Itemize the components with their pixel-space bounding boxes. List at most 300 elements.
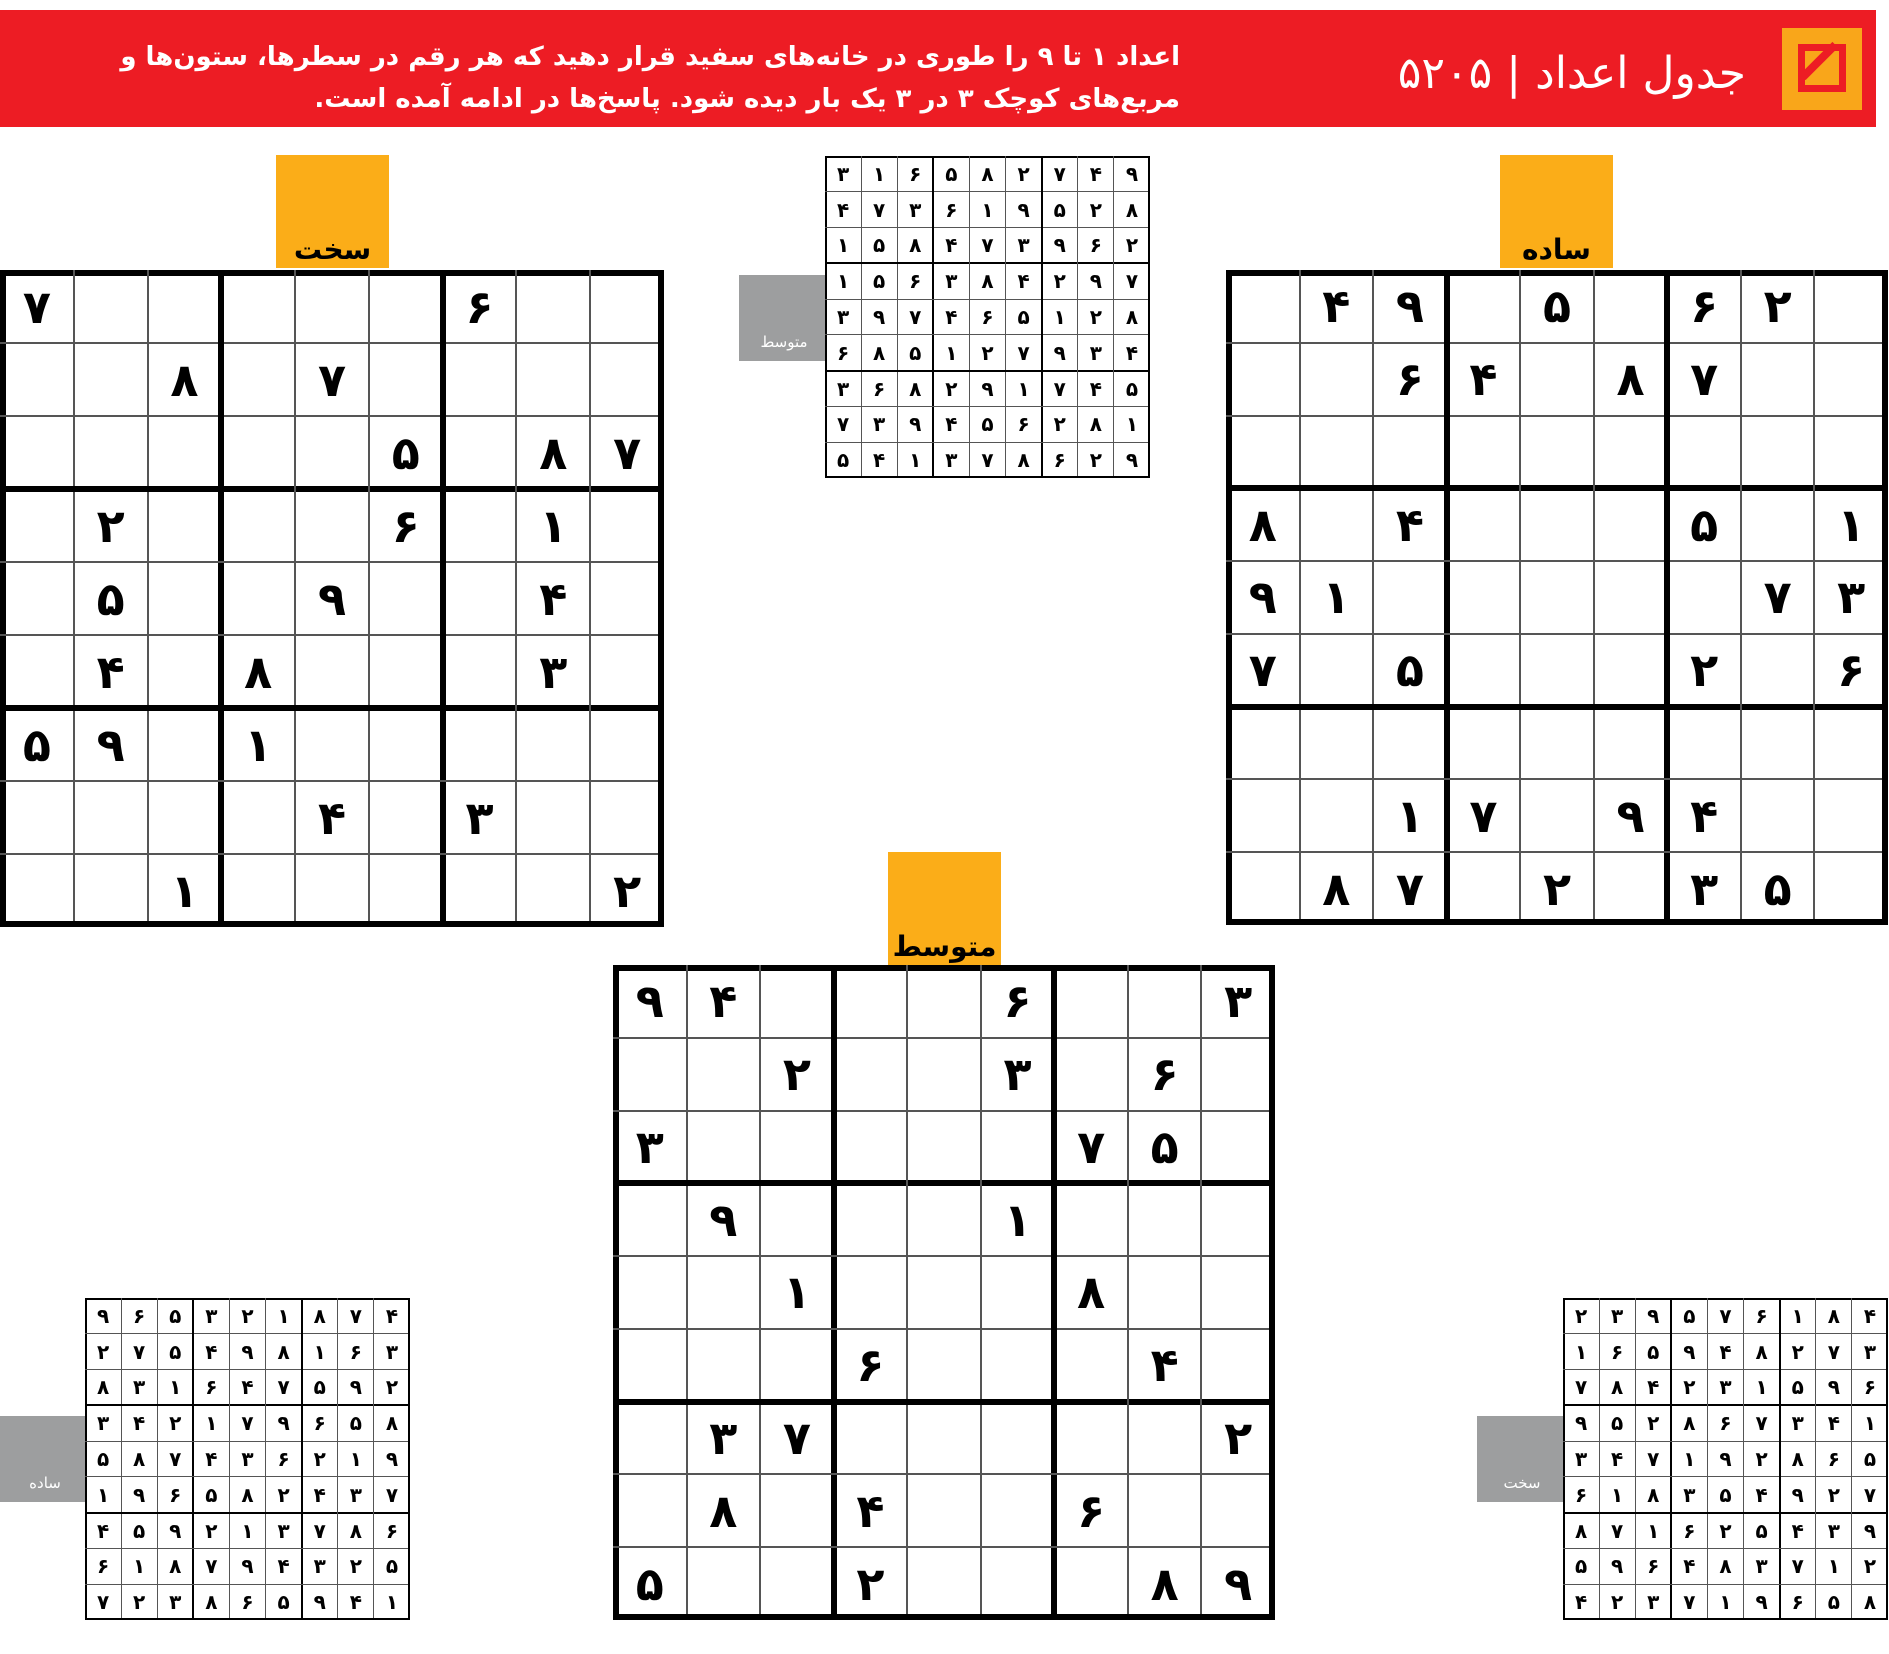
puzzle-cell[interactable]: ۷ [317, 352, 347, 407]
puzzle-cell[interactable] [613, 1329, 687, 1402]
puzzle-cell[interactable]: ۲ [96, 498, 125, 553]
puzzle-cell[interactable] [1054, 1402, 1128, 1475]
puzzle-cell[interactable] [295, 270, 369, 343]
answer-cell: ۹ [385, 1446, 399, 1471]
puzzle-cell[interactable] [590, 562, 664, 635]
puzzle-cell[interactable] [443, 489, 517, 562]
puzzle-cell[interactable]: ۵ [1690, 497, 1719, 552]
answer-cell: ۱ [1719, 1590, 1732, 1615]
puzzle-cell[interactable] [0, 416, 74, 489]
puzzle-cell[interactable] [1226, 343, 1300, 416]
puzzle-cell[interactable] [1667, 707, 1741, 780]
puzzle-cell[interactable]: ۵ [22, 717, 51, 772]
puzzle-cell[interactable] [369, 781, 443, 854]
puzzle-cell[interactable]: ۱ [1003, 1192, 1032, 1247]
puzzle-cell[interactable] [369, 635, 443, 708]
puzzle-cell[interactable] [516, 708, 590, 781]
puzzle-cell[interactable] [148, 489, 222, 562]
puzzle-cell[interactable]: ۸ [1077, 1265, 1106, 1320]
puzzle-cell[interactable] [74, 343, 148, 416]
answer-cell: ۶ [1611, 1339, 1624, 1364]
puzzle-cell[interactable] [760, 965, 834, 1038]
puzzle-cell[interactable]: ۵ [1150, 1119, 1179, 1174]
puzzle-cell[interactable]: ۲ [613, 863, 642, 918]
puzzle-cell[interactable]: ۶ [1003, 974, 1032, 1029]
puzzle-cell[interactable] [1594, 270, 1668, 343]
puzzle-cell[interactable] [1814, 852, 1888, 925]
puzzle-cell[interactable]: ۹ [709, 1192, 738, 1247]
puzzle-cell[interactable] [74, 416, 148, 489]
answer-cell: ۷ [349, 1303, 362, 1328]
puzzle-cell[interactable] [907, 965, 981, 1038]
puzzle-cell[interactable] [1520, 488, 1594, 561]
puzzle-cell[interactable] [981, 1474, 1055, 1547]
cell-divider-horizontal [85, 1476, 410, 1477]
puzzle-cell[interactable] [443, 416, 517, 489]
puzzle-cell[interactable] [613, 1402, 687, 1475]
puzzle-cell[interactable] [1667, 416, 1741, 489]
answer-cell: ۸ [1683, 1411, 1696, 1436]
puzzle-cell[interactable]: ۱ [1837, 497, 1866, 552]
answer-cell: ۱ [1683, 1446, 1696, 1471]
puzzle-cell[interactable] [907, 1329, 981, 1402]
puzzle-cell[interactable] [221, 489, 295, 562]
puzzle-cell[interactable]: ۱ [170, 863, 199, 918]
puzzle-cell[interactable] [148, 562, 222, 635]
puzzle-cell[interactable] [834, 1402, 908, 1475]
puzzle-cell[interactable] [369, 562, 443, 635]
puzzle-cell[interactable]: ۷ [1469, 788, 1498, 843]
puzzle-cell[interactable] [1054, 1547, 1128, 1620]
answer-cell: ۲ [1089, 448, 1102, 473]
answer-cell: ۸ [981, 269, 994, 294]
puzzle-cell[interactable] [443, 343, 517, 416]
answer-cell: ۷ [169, 1446, 182, 1471]
puzzle-cell[interactable] [1300, 343, 1374, 416]
answer-cell: ۶ [1791, 1590, 1804, 1615]
puzzle-cell[interactable] [74, 854, 148, 927]
puzzle-cell[interactable] [221, 781, 295, 854]
puzzle-cell[interactable] [981, 1547, 1055, 1620]
puzzle-cell[interactable] [148, 708, 222, 781]
puzzle-cell[interactable] [1300, 634, 1374, 707]
puzzle-cell[interactable] [443, 635, 517, 708]
puzzle-cell[interactable] [369, 343, 443, 416]
puzzle-cell[interactable] [760, 1547, 834, 1620]
puzzle-cell[interactable]: ۵ [635, 1556, 664, 1611]
puzzle-cell[interactable] [1201, 1111, 1275, 1184]
puzzle-cell[interactable]: ۴ [1150, 1338, 1179, 1393]
puzzle-cell[interactable] [0, 489, 74, 562]
box-divider-vertical [1148, 156, 1150, 478]
puzzle-cell[interactable]: ۷ [1395, 861, 1424, 916]
puzzle-cell[interactable] [369, 270, 443, 343]
puzzle-cell[interactable] [1201, 1183, 1275, 1256]
puzzle-cell[interactable] [516, 343, 590, 416]
puzzle-cell[interactable]: ۱ [1395, 788, 1424, 843]
puzzle-cell[interactable] [221, 854, 295, 927]
puzzle-cell[interactable] [1300, 416, 1374, 489]
puzzle-cell[interactable]: ۵ [1395, 643, 1424, 698]
puzzle-cell[interactable]: ۳ [539, 644, 568, 699]
puzzle-cell[interactable] [907, 1111, 981, 1184]
answer-cell: ۷ [1053, 376, 1066, 401]
answer-cell: ۲ [1647, 1411, 1660, 1436]
puzzle-cell[interactable]: ۱ [244, 717, 273, 772]
puzzle-cell[interactable] [1226, 707, 1300, 780]
puzzle-cell[interactable] [0, 562, 74, 635]
puzzle-cell[interactable] [1201, 1474, 1275, 1547]
puzzle-cell[interactable] [1300, 707, 1374, 780]
puzzle-cell[interactable] [981, 1329, 1055, 1402]
puzzle-cell[interactable]: ۴ [856, 1483, 885, 1538]
puzzle-cell[interactable] [590, 635, 664, 708]
puzzle-cell[interactable] [1054, 1183, 1128, 1256]
puzzle-cell[interactable] [1814, 707, 1888, 780]
answer-cell: ۶ [169, 1482, 182, 1507]
puzzle-cell[interactable]: ۸ [170, 352, 199, 407]
puzzle-cell[interactable] [1447, 634, 1521, 707]
puzzle-cell[interactable] [1594, 561, 1668, 634]
cell-divider-horizontal [0, 415, 664, 417]
puzzle-cell[interactable] [443, 562, 517, 635]
puzzle-cell[interactable] [0, 854, 74, 927]
puzzle-cell[interactable] [1520, 779, 1594, 852]
puzzle-cell[interactable]: ۱ [782, 1265, 811, 1320]
box-divider-horizontal [1226, 485, 1888, 491]
puzzle-cell[interactable] [1741, 707, 1815, 780]
answer-cell: ۲ [133, 1590, 146, 1615]
puzzle-cell[interactable]: ۲ [1690, 643, 1719, 698]
puzzle-cell[interactable] [74, 781, 148, 854]
puzzle-cell[interactable] [1128, 1402, 1202, 1475]
puzzle-cell[interactable] [687, 1256, 761, 1329]
puzzle-cell[interactable] [74, 270, 148, 343]
box-divider-horizontal [85, 1512, 410, 1514]
puzzle-cell[interactable] [834, 1256, 908, 1329]
puzzle-cell[interactable]: ۹ [96, 717, 125, 772]
puzzle-cell[interactable] [443, 708, 517, 781]
puzzle-cell[interactable]: ۸ [709, 1483, 738, 1538]
puzzle-cell[interactable] [295, 708, 369, 781]
puzzle-cell[interactable] [834, 965, 908, 1038]
answer-cell: ۲ [1125, 233, 1139, 258]
answer-cell: ۵ [349, 1411, 362, 1436]
box-divider-horizontal [1563, 1404, 1888, 1406]
puzzle-cell[interactable] [907, 1402, 981, 1475]
answer-cell: ۶ [945, 197, 958, 222]
puzzle-cell[interactable] [1373, 561, 1447, 634]
puzzle-cell[interactable]: ۷ [1077, 1119, 1106, 1174]
puzzle-cell[interactable] [1741, 416, 1815, 489]
puzzle-cell[interactable]: ۶ [391, 498, 420, 553]
puzzle-cell[interactable] [221, 270, 295, 343]
cell-divider-horizontal [0, 780, 664, 782]
puzzle-cell[interactable] [1520, 343, 1594, 416]
puzzle-cell[interactable] [1201, 1038, 1275, 1111]
puzzle-cell[interactable] [760, 1329, 834, 1402]
puzzle-cell[interactable] [1128, 1183, 1202, 1256]
puzzle-cell[interactable] [760, 1111, 834, 1184]
puzzle-cell[interactable]: ۸ [1248, 497, 1277, 552]
puzzle-cell[interactable]: ۸ [244, 644, 273, 699]
puzzle-cell[interactable] [687, 1038, 761, 1111]
puzzle-cell[interactable] [1520, 634, 1594, 707]
puzzle-cell[interactable] [590, 489, 664, 562]
puzzle-cell[interactable]: ۳ [709, 1411, 738, 1466]
puzzle-cell[interactable]: ۹ [1616, 788, 1645, 843]
puzzle-cell[interactable] [148, 635, 222, 708]
puzzle-cell[interactable]: ۳ [465, 790, 494, 845]
cell-divider-vertical [980, 965, 982, 1620]
puzzle-cell[interactable] [1594, 416, 1668, 489]
puzzle-cell[interactable] [1741, 779, 1815, 852]
puzzle-cell[interactable] [221, 416, 295, 489]
puzzle-cell[interactable] [221, 562, 295, 635]
puzzle-cell[interactable]: ۳ [1224, 974, 1253, 1029]
puzzle-cell[interactable] [516, 854, 590, 927]
answer-cell: ۲ [1683, 1375, 1696, 1400]
answer-cell: ۹ [1647, 1303, 1660, 1328]
cell-divider-horizontal [613, 1473, 1275, 1475]
puzzle-cell[interactable]: ۲ [856, 1556, 885, 1611]
puzzle-cell[interactable]: ۶ [1150, 1047, 1179, 1102]
puzzle-cell[interactable] [1201, 1329, 1275, 1402]
puzzle-cell[interactable] [1128, 1256, 1202, 1329]
puzzle-cell[interactable] [1447, 488, 1521, 561]
puzzle-cell[interactable] [1447, 561, 1521, 634]
puzzle-cell[interactable] [1226, 416, 1300, 489]
answer-hard-tag [1477, 1416, 1567, 1502]
puzzle-cell[interactable]: ۸ [1150, 1556, 1179, 1611]
puzzle-cell[interactable] [613, 1474, 687, 1547]
puzzle-cell[interactable] [1741, 488, 1815, 561]
puzzle-cell[interactable] [1054, 1329, 1128, 1402]
puzzle-cell[interactable] [1741, 634, 1815, 707]
puzzle-cell[interactable]: ۳ [635, 1119, 664, 1174]
puzzle-cell[interactable]: ۴ [317, 790, 347, 845]
puzzle-cell[interactable] [1300, 779, 1374, 852]
answer-cell: ۸ [981, 161, 994, 186]
puzzle-cell[interactable] [0, 343, 74, 416]
puzzle-cell[interactable] [590, 270, 664, 343]
puzzle-cell[interactable] [613, 1038, 687, 1111]
puzzle-cell[interactable]: ۸ [1616, 352, 1645, 407]
puzzle-cell[interactable]: ۹ [1395, 279, 1424, 334]
puzzle-cell[interactable]: ۲ [782, 1047, 811, 1102]
answer-cell: ۶ [1827, 1446, 1840, 1471]
puzzle-cell[interactable]: ۱ [539, 498, 568, 553]
puzzle-cell[interactable]: ۴ [1469, 352, 1498, 407]
box-divider-horizontal [613, 1399, 1275, 1405]
puzzle-cell[interactable] [907, 1256, 981, 1329]
puzzle-cell[interactable] [687, 1329, 761, 1402]
puzzle-cell[interactable]: ۳ [1690, 861, 1719, 916]
puzzle-cell[interactable]: ۶ [1837, 643, 1866, 698]
puzzle-cell[interactable]: ۷ [1690, 352, 1719, 407]
cell-divider-vertical [1707, 1298, 1708, 1620]
answer-cell: ۶ [1647, 1554, 1660, 1579]
puzzle-cell[interactable]: ۴ [1690, 788, 1719, 843]
cell-divider-horizontal [1226, 560, 1888, 562]
puzzle-cell[interactable] [443, 854, 517, 927]
puzzle-cell[interactable] [981, 1111, 1055, 1184]
puzzle-cell[interactable] [1373, 416, 1447, 489]
puzzle-cell[interactable] [295, 489, 369, 562]
puzzle-cell[interactable] [687, 1111, 761, 1184]
answer-cell: ۴ [1017, 269, 1030, 294]
puzzle-cell[interactable] [1594, 707, 1668, 780]
puzzle-cell[interactable] [1201, 1256, 1275, 1329]
puzzle-cell[interactable]: ۴ [1395, 497, 1424, 552]
puzzle-cell[interactable]: ۴ [1322, 279, 1351, 334]
answer-cell: ۸ [1017, 448, 1030, 473]
puzzle-cell[interactable]: ۶ [1690, 279, 1719, 334]
answer-cell: ۵ [1611, 1411, 1624, 1436]
puzzle-cell[interactable] [590, 708, 664, 781]
puzzle-cell[interactable]: ۱ [1322, 570, 1351, 625]
puzzle-cell[interactable]: ۸ [1322, 861, 1351, 916]
puzzle-cell[interactable] [1814, 270, 1888, 343]
puzzle-cell[interactable]: ۴ [709, 974, 738, 1029]
puzzle-cell[interactable] [590, 781, 664, 854]
puzzle-cell[interactable] [1667, 561, 1741, 634]
puzzle-cell[interactable] [1226, 852, 1300, 925]
cell-divider-vertical [229, 1298, 230, 1620]
puzzle-cell[interactable]: ۸ [539, 425, 568, 480]
answer-cell: ۲ [205, 1518, 218, 1543]
puzzle-cell[interactable] [516, 270, 590, 343]
box-divider-horizontal [1226, 704, 1888, 710]
puzzle-cell[interactable] [1447, 270, 1521, 343]
puzzle-cell[interactable] [1594, 634, 1668, 707]
puzzle-cell[interactable]: ۹ [317, 571, 347, 626]
puzzle-cell[interactable] [1128, 1474, 1202, 1547]
puzzle-cell[interactable]: ۲ [1224, 1411, 1253, 1466]
puzzle-cell[interactable] [0, 781, 74, 854]
puzzle-cell[interactable] [907, 1038, 981, 1111]
puzzle-cell[interactable]: ۵ [391, 425, 420, 480]
puzzle-cell[interactable]: ۵ [1763, 861, 1792, 916]
puzzle-cell[interactable] [0, 635, 74, 708]
answer-cell: ۷ [1863, 1482, 1877, 1507]
answer-hard-grid [1563, 1298, 1888, 1620]
puzzle-cell[interactable] [1814, 779, 1888, 852]
puzzle-cell[interactable]: ۲ [1763, 279, 1792, 334]
puzzle-cell[interactable] [369, 708, 443, 781]
puzzle-cell[interactable]: ۹ [1224, 1556, 1253, 1611]
puzzle-cell[interactable] [516, 781, 590, 854]
answer-cell: ۴ [1089, 376, 1102, 401]
puzzle-cell[interactable] [907, 1474, 981, 1547]
puzzle-cell[interactable] [1373, 707, 1447, 780]
puzzle-cell[interactable] [834, 1038, 908, 1111]
puzzle-cell[interactable] [148, 270, 222, 343]
puzzle-cell[interactable]: ۳ [1003, 1047, 1032, 1102]
answer-cell: ۴ [945, 412, 958, 437]
puzzle-cell[interactable]: ۶ [465, 279, 494, 334]
puzzle-cell[interactable] [1226, 779, 1300, 852]
puzzle-cell[interactable] [1226, 270, 1300, 343]
puzzle-cell[interactable] [221, 343, 295, 416]
puzzle-cell[interactable]: ۵ [1542, 279, 1572, 334]
puzzle-cell[interactable] [295, 854, 369, 927]
puzzle-cell[interactable]: ۹ [635, 974, 664, 1029]
puzzle-cell[interactable] [295, 635, 369, 708]
answer-hard-label: سخت [1503, 1474, 1541, 1492]
puzzle-cell[interactable] [1594, 852, 1668, 925]
puzzle-cell[interactable]: ۵ [96, 571, 125, 626]
puzzle-cell[interactable] [1814, 343, 1888, 416]
puzzle-cell[interactable]: ۲ [1542, 861, 1572, 916]
puzzle-cell[interactable] [613, 1256, 687, 1329]
puzzle-cell[interactable] [981, 1256, 1055, 1329]
puzzle-cell[interactable] [1520, 707, 1594, 780]
puzzle-cell[interactable] [148, 416, 222, 489]
answer-cell: ۱ [277, 1303, 290, 1328]
puzzle-cell[interactable] [834, 1183, 908, 1256]
puzzle-cell[interactable] [1128, 965, 1202, 1038]
puzzle-cell[interactable] [1054, 1038, 1128, 1111]
puzzle-cell[interactable] [1447, 416, 1521, 489]
puzzle-cell[interactable] [1447, 707, 1521, 780]
puzzle-cell[interactable] [1300, 488, 1374, 561]
box-divider-vertical [1886, 1298, 1888, 1620]
puzzle-cell[interactable]: ۷ [1248, 643, 1277, 698]
puzzle-cell[interactable]: ۷ [1763, 570, 1792, 625]
answer-cell: ۴ [945, 233, 958, 258]
puzzle-cell[interactable] [590, 343, 664, 416]
puzzle-cell[interactable] [1447, 852, 1521, 925]
puzzle-cell[interactable] [295, 416, 369, 489]
puzzle-cell[interactable] [1594, 488, 1668, 561]
puzzle-cell[interactable] [1054, 965, 1128, 1038]
puzzle-cell[interactable] [1741, 343, 1815, 416]
puzzle-cell[interactable] [907, 1547, 981, 1620]
answer-cell: ۹ [349, 1375, 362, 1400]
puzzle-cell[interactable] [1520, 561, 1594, 634]
puzzle-cell[interactable]: ۴ [539, 571, 568, 626]
puzzle-cell[interactable]: ۳ [1837, 570, 1866, 625]
puzzle-cell[interactable] [760, 1474, 834, 1547]
cell-divider-horizontal [1226, 633, 1888, 635]
puzzle-cell[interactable] [760, 1183, 834, 1256]
puzzle-cell[interactable] [1520, 416, 1594, 489]
puzzle-cell[interactable]: ۷ [22, 279, 51, 334]
answer-cell: ۵ [313, 1375, 326, 1400]
puzzle-cell[interactable]: ۴ [96, 644, 125, 699]
answer-cell: ۸ [385, 1411, 399, 1436]
puzzle-cell[interactable]: ۶ [856, 1338, 885, 1393]
puzzle-cell[interactable]: ۷ [613, 425, 642, 480]
puzzle-cell[interactable] [834, 1111, 908, 1184]
puzzle-cell[interactable] [907, 1183, 981, 1256]
puzzle-cell[interactable] [369, 854, 443, 927]
puzzle-cell[interactable]: ۶ [1077, 1483, 1106, 1538]
puzzle-cell[interactable]: ۹ [1248, 570, 1277, 625]
puzzle-cell[interactable] [981, 1402, 1055, 1475]
puzzle-cell[interactable] [148, 781, 222, 854]
answer-medium-grid [825, 156, 1150, 478]
cell-divider-vertical [1127, 965, 1129, 1620]
answer-cell: ۹ [909, 412, 922, 437]
answer-cell: ۸ [1611, 1375, 1624, 1400]
puzzle-cell[interactable]: ۷ [782, 1411, 811, 1466]
puzzle-cell[interactable] [1814, 416, 1888, 489]
puzzle-cell[interactable]: ۶ [1395, 352, 1424, 407]
puzzle-cell[interactable] [687, 1547, 761, 1620]
puzzle-cell[interactable] [613, 1183, 687, 1256]
